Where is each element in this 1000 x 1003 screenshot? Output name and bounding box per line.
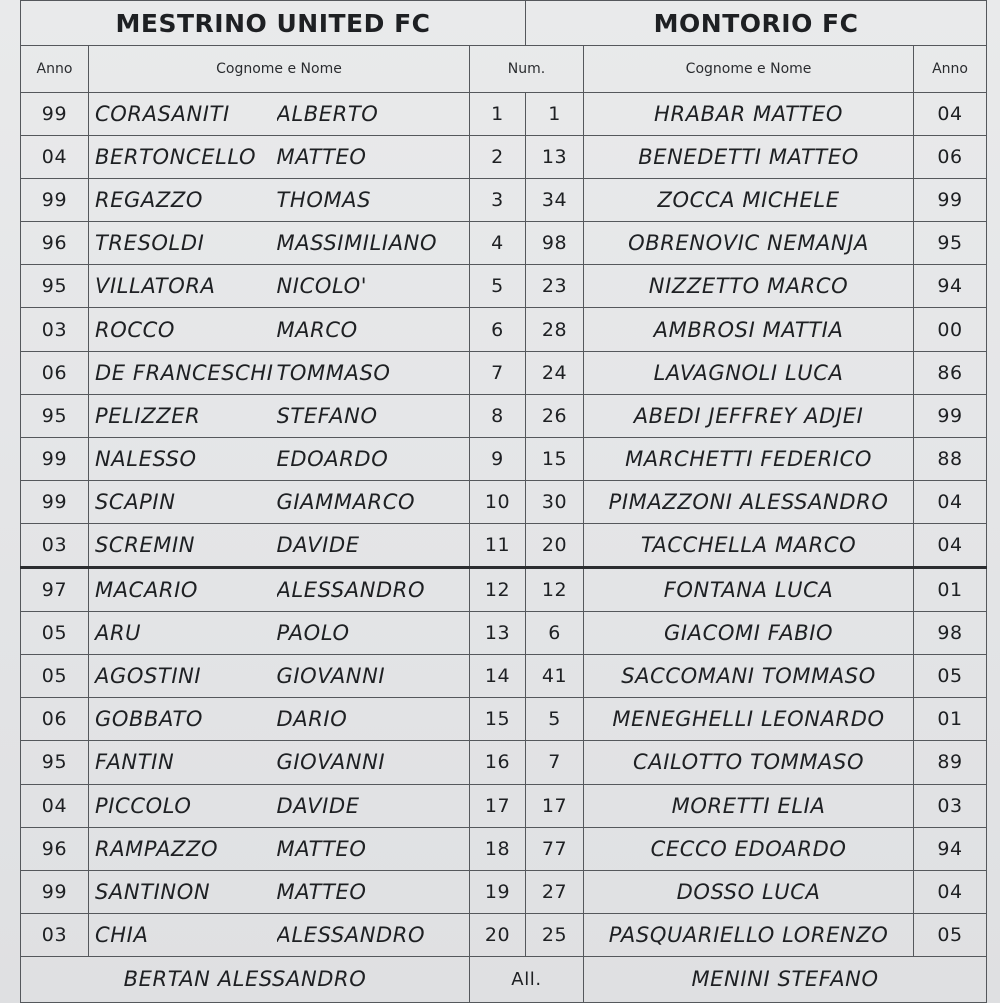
home-player-year: 96 <box>21 222 89 265</box>
home-player-year: 05 <box>21 612 89 655</box>
home-player-firstname: MASSIMILIANO <box>277 222 470 265</box>
home-player-number: 1 <box>470 93 526 136</box>
home-player-number: 17 <box>470 784 526 827</box>
away-player-name: LAVAGNOLI LUCA <box>584 351 914 394</box>
away-player-number: 6 <box>526 612 584 655</box>
away-player-year: 01 <box>914 698 987 741</box>
home-player-firstname: DAVIDE <box>277 523 470 567</box>
away-player-year: 03 <box>914 784 987 827</box>
home-player-surname: ROCCO <box>89 308 277 351</box>
home-player-surname: ARU <box>89 612 277 655</box>
away-player-name: MENEGHELLI LEONARDO <box>584 698 914 741</box>
away-player-number: 25 <box>526 913 584 956</box>
away-player-number: 1 <box>526 93 584 136</box>
home-player-firstname: DAVIDE <box>277 784 470 827</box>
away-name-header: Cognome e Nome <box>584 46 914 93</box>
away-player-year: 00 <box>914 308 987 351</box>
home-player-surname: PICCOLO <box>89 784 277 827</box>
player-row <box>21 136 987 179</box>
home-player-year: 96 <box>21 827 89 870</box>
away-player-name: OBRENOVIC NEMANJA <box>584 222 914 265</box>
home-player-surname: AGOSTINI <box>89 655 277 698</box>
away-player-name: CAILOTTO TOMMASO <box>584 741 914 784</box>
home-player-firstname: DARIO <box>277 698 470 741</box>
home-player-firstname: GIAMMARCO <box>277 480 470 523</box>
home-player-year: 99 <box>21 870 89 913</box>
home-player-number: 5 <box>470 265 526 308</box>
player-row <box>21 913 987 956</box>
lineup-table <box>20 0 987 1003</box>
home-player-year: 04 <box>21 136 89 179</box>
away-player-name: MARCHETTI FEDERICO <box>584 437 914 480</box>
away-player-number: 15 <box>526 437 584 480</box>
away-player-number: 30 <box>526 480 584 523</box>
home-player-year: 97 <box>21 568 89 612</box>
home-player-surname: SANTINON <box>89 870 277 913</box>
home-player-number: 2 <box>470 136 526 179</box>
away-player-name: HRABAR MATTEO <box>584 93 914 136</box>
player-row <box>21 827 987 870</box>
home-player-year: 99 <box>21 437 89 480</box>
away-player-number: 20 <box>526 523 584 567</box>
away-player-number: 23 <box>526 265 584 308</box>
home-player-year: 06 <box>21 698 89 741</box>
home-player-firstname: TOMMASO <box>277 351 470 394</box>
home-player-surname: CHIA <box>89 913 277 956</box>
player-row <box>21 698 987 741</box>
player-row <box>21 784 987 827</box>
away-player-year: 01 <box>914 568 987 612</box>
away-player-name: NIZZETTO MARCO <box>584 265 914 308</box>
player-row <box>21 655 987 698</box>
home-player-number: 10 <box>470 480 526 523</box>
home-player-number: 18 <box>470 827 526 870</box>
away-player-name: MORETTI ELIA <box>584 784 914 827</box>
home-player-number: 4 <box>470 222 526 265</box>
home-player-surname: TRESOLDI <box>89 222 277 265</box>
home-player-year: 05 <box>21 655 89 698</box>
away-player-year: 86 <box>914 351 987 394</box>
home-player-number: 19 <box>470 870 526 913</box>
home-player-number: 6 <box>470 308 526 351</box>
away-year-header: Anno <box>914 46 987 93</box>
away-team-name: MONTORIO FC <box>526 1 987 46</box>
away-player-number: 27 <box>526 870 584 913</box>
away-player-number: 28 <box>526 308 584 351</box>
home-player-year: 95 <box>21 265 89 308</box>
player-row <box>21 870 987 913</box>
away-player-year: 05 <box>914 655 987 698</box>
away-player-name: ZOCCA MICHELE <box>584 179 914 222</box>
player-row <box>21 612 987 655</box>
away-player-number: 5 <box>526 698 584 741</box>
home-player-number: 8 <box>470 394 526 437</box>
coach-label: All. <box>470 956 584 1002</box>
home-player-firstname: MATTEO <box>277 136 470 179</box>
away-player-number: 17 <box>526 784 584 827</box>
away-player-number: 7 <box>526 741 584 784</box>
away-player-name: DOSSO LUCA <box>584 870 914 913</box>
away-player-year: 99 <box>914 179 987 222</box>
home-player-number: 11 <box>470 523 526 567</box>
away-player-name: FONTANA LUCA <box>584 568 914 612</box>
home-player-number: 14 <box>470 655 526 698</box>
away-player-number: 77 <box>526 827 584 870</box>
home-player-number: 15 <box>470 698 526 741</box>
home-player-firstname: GIOVANNI <box>277 741 470 784</box>
away-player-name: PIMAZZONI ALESSANDRO <box>584 480 914 523</box>
home-player-year: 95 <box>21 394 89 437</box>
home-player-year: 06 <box>21 351 89 394</box>
away-player-year: 94 <box>914 827 987 870</box>
home-player-surname: FANTIN <box>89 741 277 784</box>
home-player-number: 12 <box>470 568 526 612</box>
home-player-year: 99 <box>21 179 89 222</box>
player-row <box>21 523 987 567</box>
home-player-year: 04 <box>21 784 89 827</box>
player-row <box>21 308 987 351</box>
home-player-number: 16 <box>470 741 526 784</box>
home-player-year: 99 <box>21 93 89 136</box>
coach-row <box>21 956 987 1002</box>
home-player-surname: BERTONCELLO <box>89 136 277 179</box>
away-player-number: 34 <box>526 179 584 222</box>
home-player-firstname: GIOVANNI <box>277 655 470 698</box>
player-row <box>21 568 987 612</box>
home-player-surname: RAMPAZZO <box>89 827 277 870</box>
home-name-header: Cognome e Nome <box>89 46 470 93</box>
home-player-surname: SCAPIN <box>89 480 277 523</box>
team-header-row <box>21 1 987 46</box>
away-player-year: 05 <box>914 913 987 956</box>
home-player-firstname: MATTEO <box>277 827 470 870</box>
home-player-surname: VILLATORA <box>89 265 277 308</box>
home-player-firstname: ALBERTO <box>277 93 470 136</box>
away-player-year: 94 <box>914 265 987 308</box>
away-player-name: SACCOMANI TOMMASO <box>584 655 914 698</box>
away-player-name: AMBROSI MATTIA <box>584 308 914 351</box>
home-player-number: 13 <box>470 612 526 655</box>
away-player-year: 95 <box>914 222 987 265</box>
away-player-year: 06 <box>914 136 987 179</box>
away-player-number: 41 <box>526 655 584 698</box>
player-row <box>21 265 987 308</box>
home-player-firstname: MATTEO <box>277 870 470 913</box>
away-player-number: 26 <box>526 394 584 437</box>
player-row <box>21 351 987 394</box>
home-player-firstname: ALESSANDRO <box>277 913 470 956</box>
home-player-surname: PELIZZER <box>89 394 277 437</box>
home-player-firstname: MARCO <box>277 308 470 351</box>
home-player-surname: DE FRANCESCHI <box>89 351 277 394</box>
away-player-number: 12 <box>526 568 584 612</box>
home-player-firstname: THOMAS <box>277 179 470 222</box>
away-player-year: 89 <box>914 741 987 784</box>
home-coach: BERTAN ALESSANDRO <box>21 956 470 1002</box>
home-player-surname: NALESSO <box>89 437 277 480</box>
number-header: Num. <box>470 46 584 93</box>
home-player-year: 03 <box>21 523 89 567</box>
home-player-surname: MACARIO <box>89 568 277 612</box>
away-player-year: 88 <box>914 437 987 480</box>
home-player-number: 20 <box>470 913 526 956</box>
home-player-firstname: EDOARDO <box>277 437 470 480</box>
player-row <box>21 480 987 523</box>
home-player-year: 99 <box>21 480 89 523</box>
away-player-name: CECCO EDOARDO <box>584 827 914 870</box>
away-player-name: ABEDI JEFFREY ADJEI <box>584 394 914 437</box>
away-player-year: 04 <box>914 870 987 913</box>
home-player-surname: REGAZZO <box>89 179 277 222</box>
away-player-year: 04 <box>914 480 987 523</box>
player-row <box>21 93 987 136</box>
home-player-number: 3 <box>470 179 526 222</box>
away-player-number: 98 <box>526 222 584 265</box>
away-player-year: 99 <box>914 394 987 437</box>
home-year-header: Anno <box>21 46 89 93</box>
away-player-year: 04 <box>914 523 987 567</box>
home-player-year: 03 <box>21 308 89 351</box>
home-player-surname: GOBBATO <box>89 698 277 741</box>
player-row <box>21 222 987 265</box>
away-player-year: 98 <box>914 612 987 655</box>
away-player-name: BENEDETTI MATTEO <box>584 136 914 179</box>
away-coach: MENINI STEFANO <box>584 956 987 1002</box>
home-player-year: 03 <box>21 913 89 956</box>
column-header-row <box>21 46 987 93</box>
away-player-name: GIACOMI FABIO <box>584 612 914 655</box>
home-player-number: 7 <box>470 351 526 394</box>
player-row <box>21 437 987 480</box>
home-player-firstname: ALESSANDRO <box>277 568 470 612</box>
away-player-year: 04 <box>914 93 987 136</box>
away-player-name: PASQUARIELLO LORENZO <box>584 913 914 956</box>
player-row <box>21 394 987 437</box>
away-player-number: 13 <box>526 136 584 179</box>
home-player-surname: SCREMIN <box>89 523 277 567</box>
player-row <box>21 741 987 784</box>
home-team-name: MESTRINO UNITED FC <box>21 1 526 46</box>
home-player-surname: CORASANITI <box>89 93 277 136</box>
home-player-firstname: NICOLO' <box>277 265 470 308</box>
home-player-year: 95 <box>21 741 89 784</box>
home-player-number: 9 <box>470 437 526 480</box>
player-row <box>21 179 987 222</box>
home-player-firstname: STEFANO <box>277 394 470 437</box>
away-player-name: TACCHELLA MARCO <box>584 523 914 567</box>
away-player-number: 24 <box>526 351 584 394</box>
home-player-firstname: PAOLO <box>277 612 470 655</box>
